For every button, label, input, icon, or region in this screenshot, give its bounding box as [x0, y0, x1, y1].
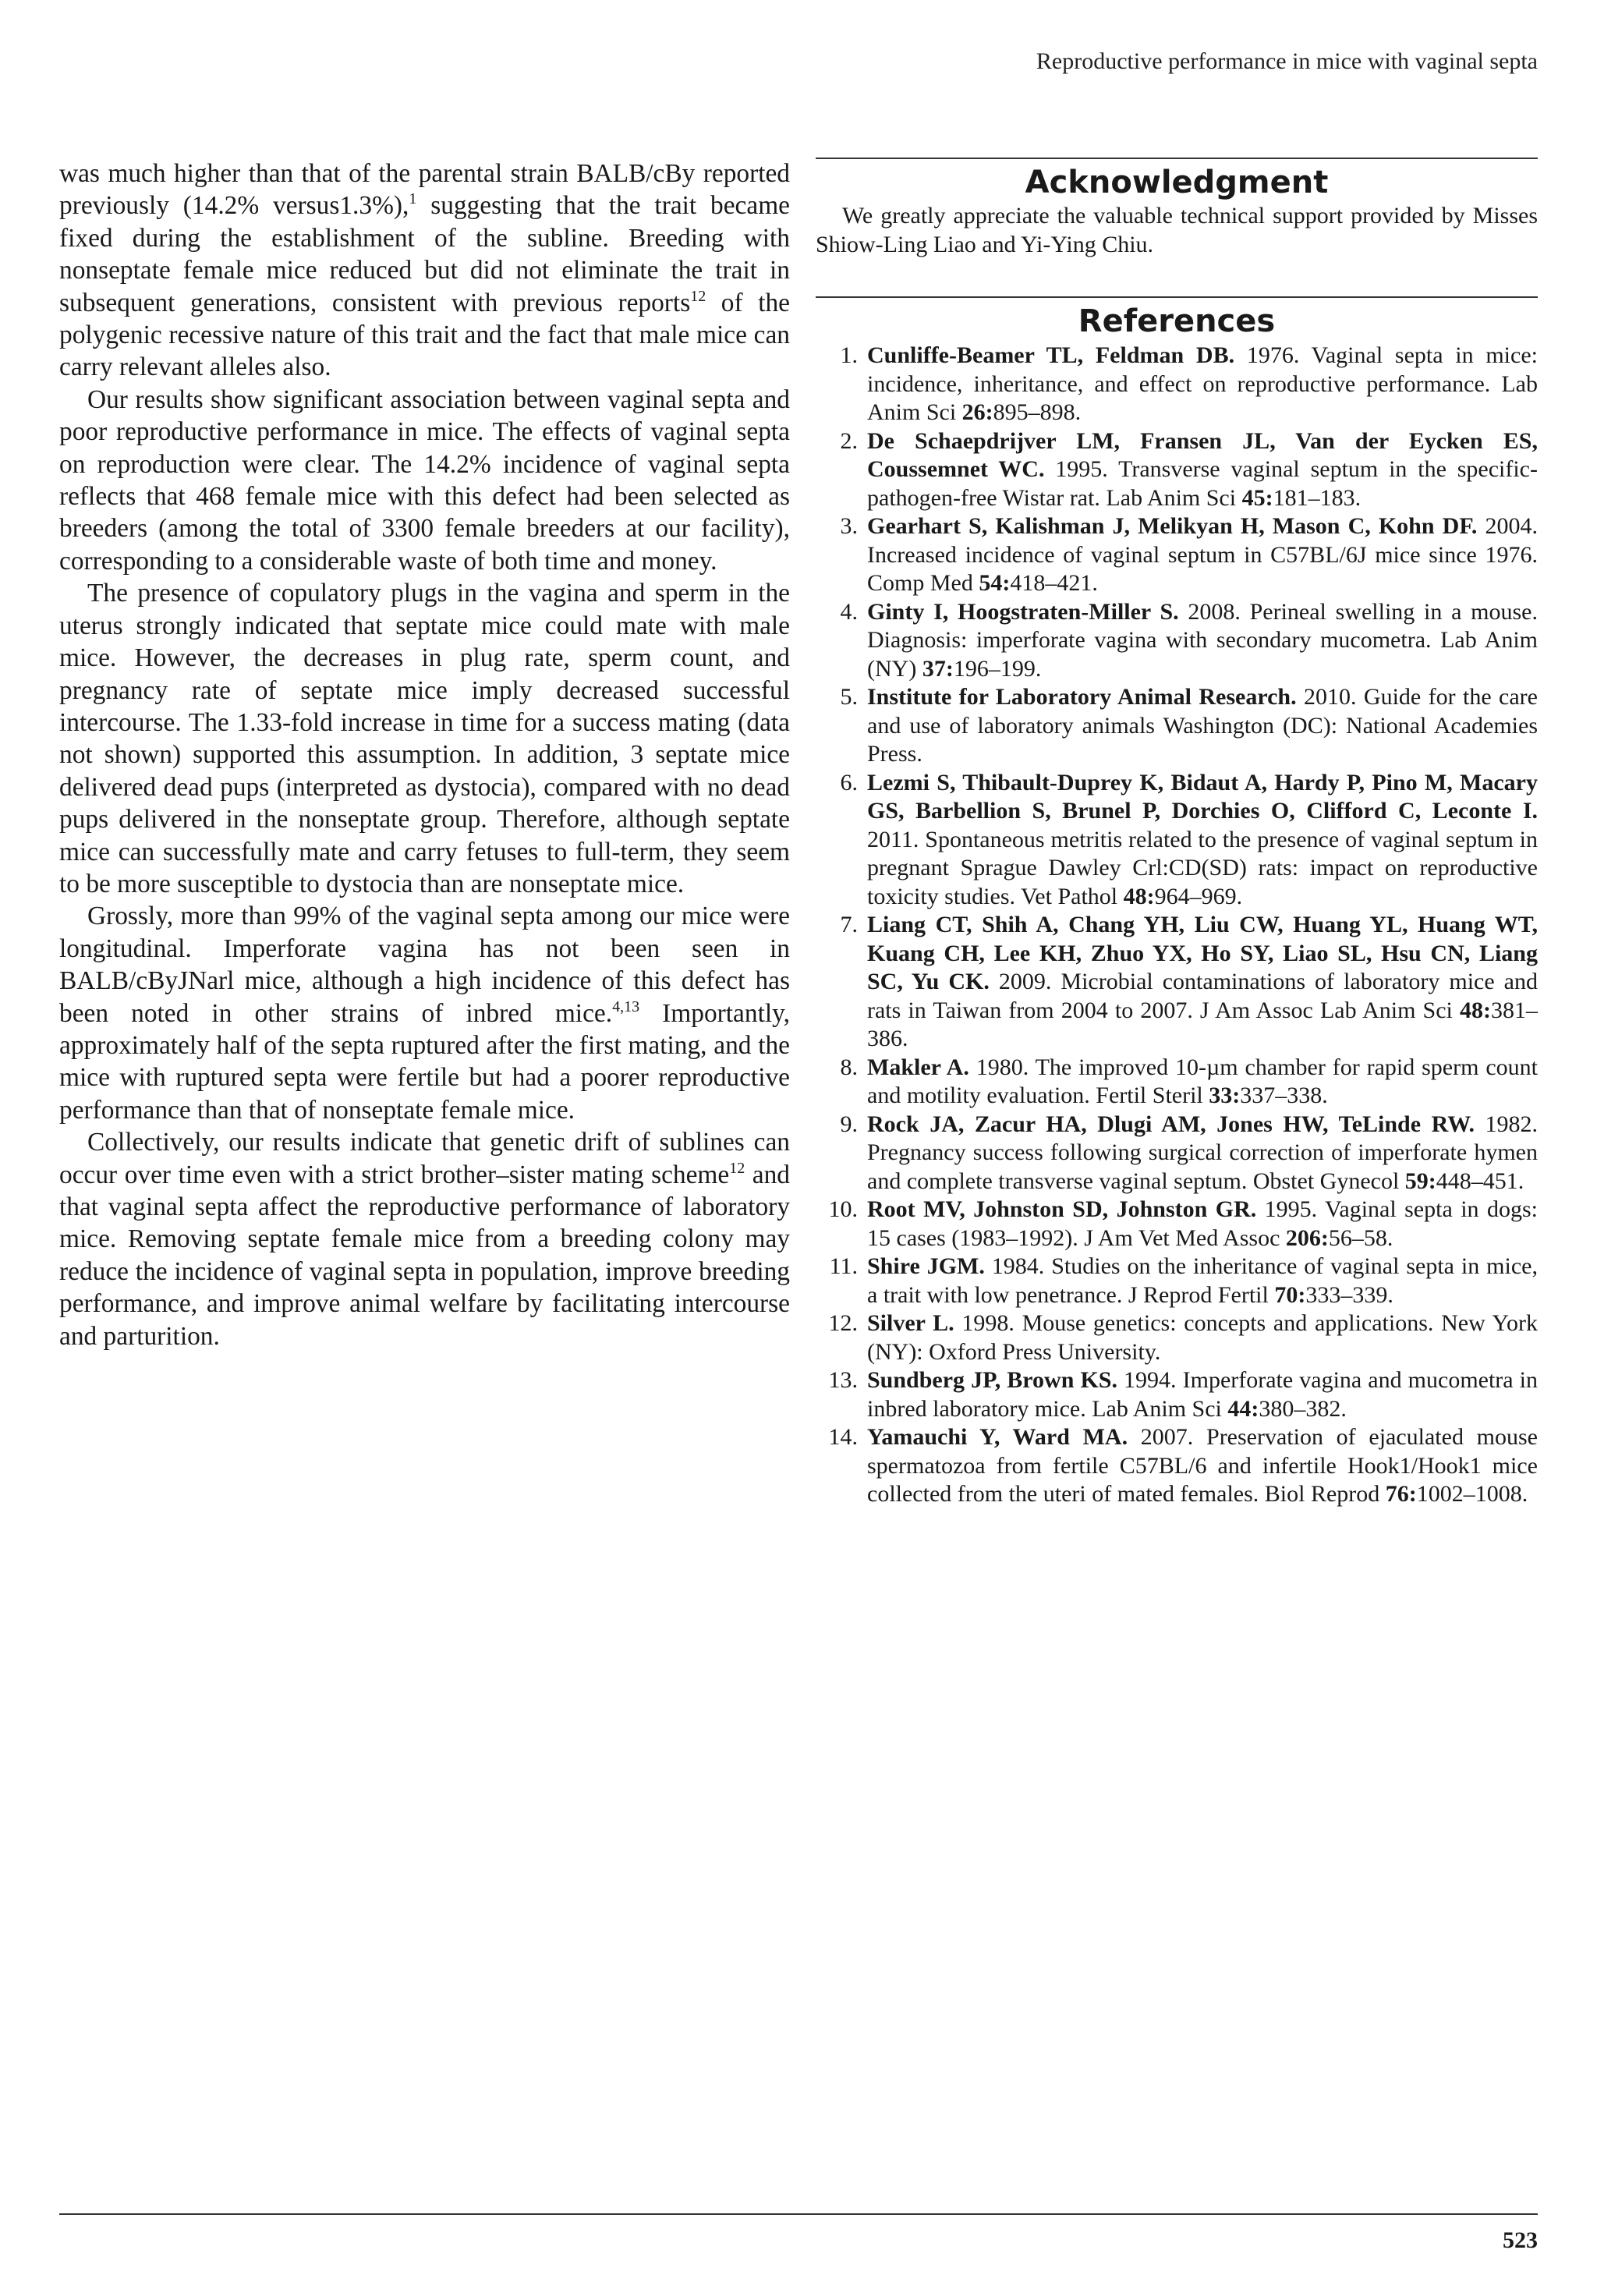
reference-number: 5.	[840, 684, 858, 710]
reference-pages: 418–421.	[1010, 570, 1098, 596]
reference-volume: 26:	[961, 399, 993, 425]
paragraph-2: Our results show significant association between vaginal septa and poor reproductive performance in mice. The effects of vaginal septa on reproduction were clear. The 14.2% incidence of vaginal septa reflects that 468 female mice with this defect had been selected as breeders (among the total of 3300 female breeders at our facility), corresponding to a considerable waste of both time and money.	[59, 384, 790, 576]
reference-text	[867, 598, 1538, 684]
reference-number: 6.	[840, 769, 858, 795]
reference-number: 2.	[840, 427, 858, 454]
reference-citation: 1984. Studies on the inheritance of vaginal septa in mice, a trait with low penetrance. J Reprod Fertil	[867, 1253, 1538, 1308]
reference-text	[867, 1054, 1538, 1111]
reference-volume: 37:	[922, 655, 954, 682]
reference-number: 10.	[828, 1196, 858, 1222]
reference-text	[867, 512, 1538, 598]
reference-authors: Root MV, Johnston SD, Johnston GR.	[867, 1196, 1257, 1222]
reference-volume: 48:	[1123, 883, 1155, 909]
reference-citation: 1982. Pregnancy success following surgical correction of imperforate hymen and complete transverse vaginal septum. Obstet Gynecol	[867, 1111, 1538, 1194]
reference-citation: 2010. Guide for the care and use of laboratory animals Washington (DC): National Academies Press.	[867, 684, 1538, 767]
acknowledgment-text: We greatly appreciate the valuable technical support provided by Misses Shiow-Ling Liao and Yi-Ying Chiu.	[816, 203, 1538, 257]
paragraph-3: The presence of copulatory plugs in the vagina and sperm in the uterus strongly indicated that septate mice could mate with male mice. However, the decreases in plug rate, sperm count, and pregnancy rate of septate mice imply decreased successful intercourse. The 1.33-fold increase in time for a success mating (data not shown) supported this assumption. In addition, 3 septate mice delivered dead pups (interpreted as dystocia), compared with no dead pups delivered in the nonseptate group. Therefore, although septate mice can successfully mate and carry fetuses to full-term, they seem to be more susceptible to dystocia than are nonseptate mice.	[59, 579, 790, 898]
reference-text	[867, 427, 1538, 513]
reference-item	[816, 683, 1538, 769]
reference-volume: 33:	[1209, 1082, 1241, 1108]
reference-text	[867, 911, 1538, 1054]
acknowledgment-heading: Acknowledgment	[1025, 165, 1329, 200]
section-divider	[816, 296, 1538, 298]
reference-volume: 54:	[979, 570, 1011, 596]
reference-text	[867, 769, 1538, 912]
citation: 4,13	[612, 997, 640, 1015]
reference-volume: 44:	[1227, 1395, 1259, 1422]
reference-pages: 380–382.	[1259, 1395, 1347, 1422]
footer-divider	[59, 2213, 1538, 2215]
reference-text	[867, 1309, 1538, 1366]
reference-text	[867, 683, 1538, 769]
reference-pages: 895–898.	[993, 399, 1082, 425]
reference-authors: Institute for Laboratory Animal Research.	[867, 684, 1297, 710]
reference-volume: 48:	[1460, 997, 1491, 1023]
reference-text	[867, 1253, 1538, 1309]
reference-number: 13.	[828, 1367, 858, 1393]
paragraph-5: Collectively, our results indicate that genetic drift of sublines can occur over time even with a strict brother–sister mating scheme$^{12}$ and that vaginal septa affect the reproductive performance of laboratory mice. Removing septate female mice from a breeding colony may reduce the incidence of vaginal septa in population, improve breeding performance, and improve animal welfare by facilitating intercourse and parturition.	[59, 1128, 790, 1351]
reference-authors: Cunliffe-Beamer TL, Feldman DB.	[867, 342, 1235, 368]
reference-authors: Sundberg JP, Brown KS.	[867, 1367, 1117, 1393]
reference-authors: Rock JA, Zacur HA, Dlugi AM, Jones HW, TeLinde RW.	[867, 1111, 1475, 1137]
reference-item	[816, 911, 1538, 1054]
reference-authors: Lezmi S, Thibault-Duprey K, Bidaut A, Hardy P, Pino M, Macary GS, Barbellion S, Brunel P, Dorchies O, Clifford C, Leconte I.	[867, 769, 1538, 824]
reference-pages: 337–338.	[1240, 1082, 1328, 1108]
reference-authors: Gearhart S, Kalishman J, Melikyan H, Mason C, Kohn DF.	[867, 513, 1478, 539]
reference-citation: 1994. Imperforate vagina and mucometra in inbred laboratory mice. Lab Anim Sci	[867, 1367, 1539, 1422]
reference-number: 1.	[840, 342, 858, 368]
reference-authors: Ginty I, Hoogstraten-Miller S.	[867, 598, 1179, 625]
reference-number: 7.	[840, 912, 858, 937]
reference-pages: 181–183.	[1273, 484, 1362, 511]
reference-citation: 2007. Preservation of ejaculated mouse spermatozoa from fertile C57BL/6 and infertile Hook1/Hook1 mice collected from the uteri of mated females. Biol Reprod	[867, 1424, 1538, 1507]
reference-pages: 964–969.	[1154, 883, 1243, 909]
reference-item	[816, 342, 1538, 427]
reference-text	[867, 1366, 1538, 1423]
reference-text	[867, 1111, 1538, 1196]
reference-pages: 448–451.	[1436, 1167, 1524, 1194]
reference-item	[816, 1423, 1538, 1509]
reference-pages: 381–386.	[867, 997, 1538, 1051]
citation: 12	[690, 287, 706, 305]
reference-number: 12.	[828, 1310, 858, 1336]
body-text-column	[59, 158, 790, 1352]
reference-number: 14.	[828, 1424, 858, 1450]
reference-item	[816, 1366, 1538, 1423]
reference-number: 8.	[840, 1054, 858, 1080]
reference-citation: 2009. Microbial contaminations of laboratory mice and rats in Taiwan from 2004 to 2007. J Am Assoc Lab Anim Sci	[867, 969, 1538, 1023]
reference-volume: 70:	[1274, 1281, 1306, 1308]
section-divider	[816, 158, 1538, 159]
reference-citation: 1998. Mouse genetics: concepts and applications. New York (NY): Oxford Press University.	[867, 1310, 1538, 1365]
reference-number: 11.	[829, 1253, 858, 1279]
reference-number: 3.	[840, 513, 858, 539]
running-title: Reproductive performance in mice with vaginal septa	[1036, 48, 1538, 74]
reference-volume: 59:	[1404, 1167, 1436, 1194]
reference-item	[816, 427, 1538, 513]
reference-citation: 2011. Spontaneous metritis related to the presence of vaginal septum in pregnant Sprague Dawley Crl:CD(SD) rats: impact on reproductive toxicity studies. Vet Pathol	[867, 826, 1538, 909]
reference-item	[816, 1196, 1538, 1253]
reference-item	[816, 1054, 1538, 1111]
right-column	[816, 158, 1538, 1509]
reference-item	[816, 1253, 1538, 1309]
reference-citation: 1995. Transverse vaginal septum in the specific-pathogen-free Wistar rat. Lab Anim Sci	[867, 456, 1538, 511]
reference-citation: 1995. Vaginal septa in dogs: 15 cases (1983–1992). J Am Vet Med Assoc	[867, 1196, 1538, 1251]
reference-authors: Yamauchi Y, Ward MA.	[867, 1424, 1128, 1450]
reference-volume: 76:	[1385, 1481, 1417, 1507]
page-number: 523	[1503, 2227, 1538, 2253]
reference-citation: 1980. The improved 10-µm chamber for rapid sperm count and motility evaluation. Fertil Steril	[867, 1054, 1539, 1108]
reference-item	[816, 512, 1538, 598]
paragraph-4: Grossly, more than 99% of the vaginal septa among our mice were longitudinal. Imperforate vagina has not been seen in BALB/cByJNarl mice, although a high incidence of this defect has been noted in other strains of inbred mice.$^{4,13}$ Importantly, approximately half of the septa ruptured after the first mating, and the mice with ruptured septa were fertile but had a poorer reproductive performance than that of nonseptate female mice.	[59, 902, 791, 1125]
reference-item	[816, 1111, 1538, 1196]
citation: 1	[409, 190, 417, 208]
reference-list	[816, 342, 1538, 1509]
reference-text	[867, 1196, 1538, 1253]
reference-authors: Silver L.	[867, 1310, 954, 1336]
reference-volume: 45:	[1241, 484, 1273, 511]
citation: 12	[729, 1159, 745, 1177]
reference-citation: 2004. Increased incidence of vaginal septum in C57BL/6J mice since 1976. Comp Med	[867, 513, 1539, 596]
reference-authors: De Schaepdrijver LM, Fransen JL, Van der Eycken ES, Coussemnet WC.	[867, 427, 1538, 482]
reference-text	[867, 1423, 1538, 1509]
reference-number: 9.	[840, 1111, 858, 1137]
reference-item	[816, 769, 1538, 912]
reference-pages: 1002–1008.	[1416, 1481, 1528, 1507]
reference-authors: Shire JGM.	[867, 1253, 985, 1279]
reference-pages: 56–58.	[1328, 1224, 1393, 1251]
reference-volume: 206:	[1285, 1224, 1329, 1251]
reference-number: 4.	[840, 598, 858, 625]
reference-citation: 2008. Perineal swelling in a mouse. Diagnosis: imperforate vagina with secondary mucometra. Lab Anim (NY)	[867, 598, 1538, 682]
reference-item	[816, 1309, 1538, 1366]
reference-item	[816, 598, 1538, 684]
reference-text	[867, 342, 1538, 427]
reference-authors: Liang CT, Shih A, Chang YH, Liu CW, Huang YL, Huang WT, Kuang CH, Lee KH, Zhuo YX, Ho SY, Liao SL, Hsu CN, Liang SC, Yu CK.	[867, 912, 1538, 994]
reference-pages: 196–199.	[953, 655, 1042, 682]
reference-authors: Makler A.	[867, 1054, 969, 1080]
reference-citation: 1976. Vaginal septa in mice: incidence, inheritance, and effect on reproductive performance. Lab Anim Sci	[867, 342, 1538, 425]
paragraph-1: was much higher than that of the parental strain BALB/cBy reported previously (14.2% versus1.3%),$^1$ suggesting that the trait became fixed during the establishment of the subline. Breeding with nonseptate female mice reduced but did not eliminate the trait in subsequent generations, consistent with previous reports$^{12}$ of the polygenic recessive nature of this trait and the fact that male mice can carry relevant alleles also.	[59, 159, 790, 382]
reference-pages: 333–339.	[1305, 1281, 1393, 1308]
references-heading: References	[1078, 303, 1276, 339]
